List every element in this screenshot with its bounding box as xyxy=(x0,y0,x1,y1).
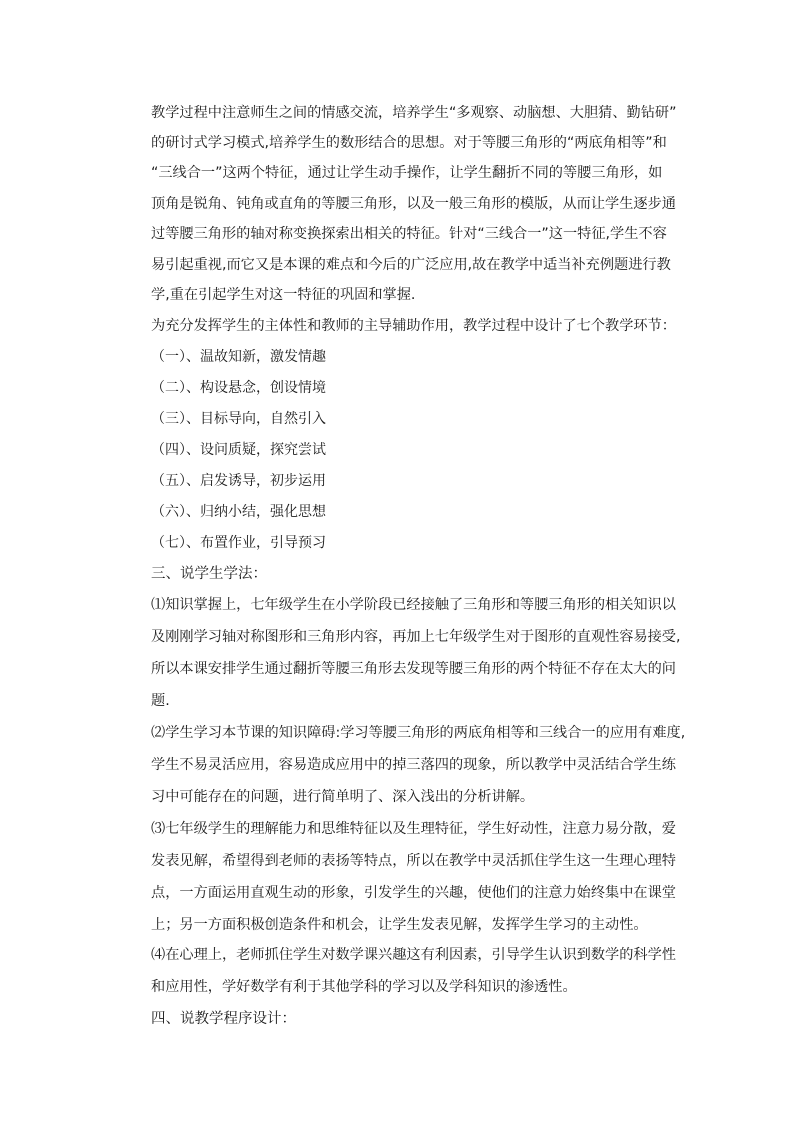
paragraph-line: 教学过程中注意师生之间的情感交流，培养学生“多观察、动脑想、大胆猜、勤钻研” xyxy=(151,105,677,121)
paragraph-line: ⑴知识掌握上，七年级学生在小学阶段已经接触了三角形和等腰三角形的相关知识以 xyxy=(151,597,676,613)
paragraph-line: 学,重在引起学生对这一特征的巩固和掌握. xyxy=(151,287,416,303)
paragraph-line: 习中可能存在的问题，进行简单明了、深入浅出的分析讲解。 xyxy=(151,789,535,805)
paragraph-line: 为充分发挥学生的主体性和教师的主导辅助作用，教学过程中设计了七个教学环节： xyxy=(151,318,676,334)
list-item-step-6: （六）、归纳小结，强化思想 xyxy=(151,504,326,520)
paragraph-line: ⑵学生学习本节课的知识障碍:学习等腰三角形的两底角相等和三线合一的应用有难度, xyxy=(151,725,686,741)
paragraph-line: “三线合一”这两个特征，通过让学生动手操作，让学生翻折不同的等腰三角形，如 xyxy=(151,165,663,181)
paragraph-line: 所以本课安排学生通过翻折等腰三角形去发现等腰三角形的两个特征不存在太大的问 xyxy=(151,661,676,677)
list-item-step-5: （五）、启发诱导，初步运用 xyxy=(151,473,326,489)
list-item-step-4: （四）、设问质疑，探究尝试 xyxy=(151,442,326,458)
section-heading-4: 四、说教学程序设计： xyxy=(151,1011,296,1027)
list-item-step-7: （七）、布置作业，引导预习 xyxy=(151,535,326,551)
paragraph-line: 顶角是锐角、钝角或直角的等腰三角形，以及一般三角形的模版，从而让学生逐步通 xyxy=(151,196,676,212)
paragraph-line: 点，一方面运用直观生动的形象，引发学生的兴趣，使他们的注意力始终集中在课堂 xyxy=(151,885,676,901)
paragraph-line: 过等腰三角形的轴对称变换探索出相关的特征。针对“三线合一”这一特征,学生不容 xyxy=(151,226,667,242)
list-item-step-1: （一）、温故知新，激发情趣 xyxy=(151,349,326,365)
paragraph-line: 及刚刚学习轴对称图形和三角形内容，再加上七年级学生对于图形的直观性容易接受, xyxy=(151,629,681,645)
paragraph-line: ⑶七年级学生的理解能力和思维特征以及生理特征，学生好动性，注意力易分散，爱 xyxy=(151,821,676,837)
paragraph-line: 和应用性，学好数学有利于其他学科的学习以及学科知识的渗透性。 xyxy=(151,979,577,995)
paragraph-line: 的研讨式学习模式,培养学生的数形结合的思想。对于等腰三角形的“两底角相等”和 xyxy=(151,135,667,151)
paragraph-line: 发表见解，希望得到老师的表扬等特点，所以在教学中灵活抓住学生这一生理心理特 xyxy=(151,853,676,869)
list-item-step-2: （二）、构设悬念，创设情境 xyxy=(151,380,326,396)
paragraph-line: 易引起重视,而它又是本课的难点和今后的广泛应用,故在教学中适当补充例题进行教 xyxy=(151,257,671,273)
list-item-step-3: （三）、目标导向，自然引入 xyxy=(151,411,326,427)
paragraph-line: ⑷在心理上，老师抓住学生对数学课兴趣这有利因素，引导学生认识到数学的科学性 xyxy=(151,947,676,963)
section-heading-3: 三、说学生学法： xyxy=(151,566,267,582)
paragraph-line: 题. xyxy=(151,693,170,709)
paragraph-line: 上；另一方面积极创造条件和机会，让学生发表见解，发挥学生学习的主动性。 xyxy=(151,917,648,933)
paragraph-line: 学生不易灵活应用，容易造成应用中的掉三落四的现象，所以教学中灵活结合学生练 xyxy=(151,757,676,773)
